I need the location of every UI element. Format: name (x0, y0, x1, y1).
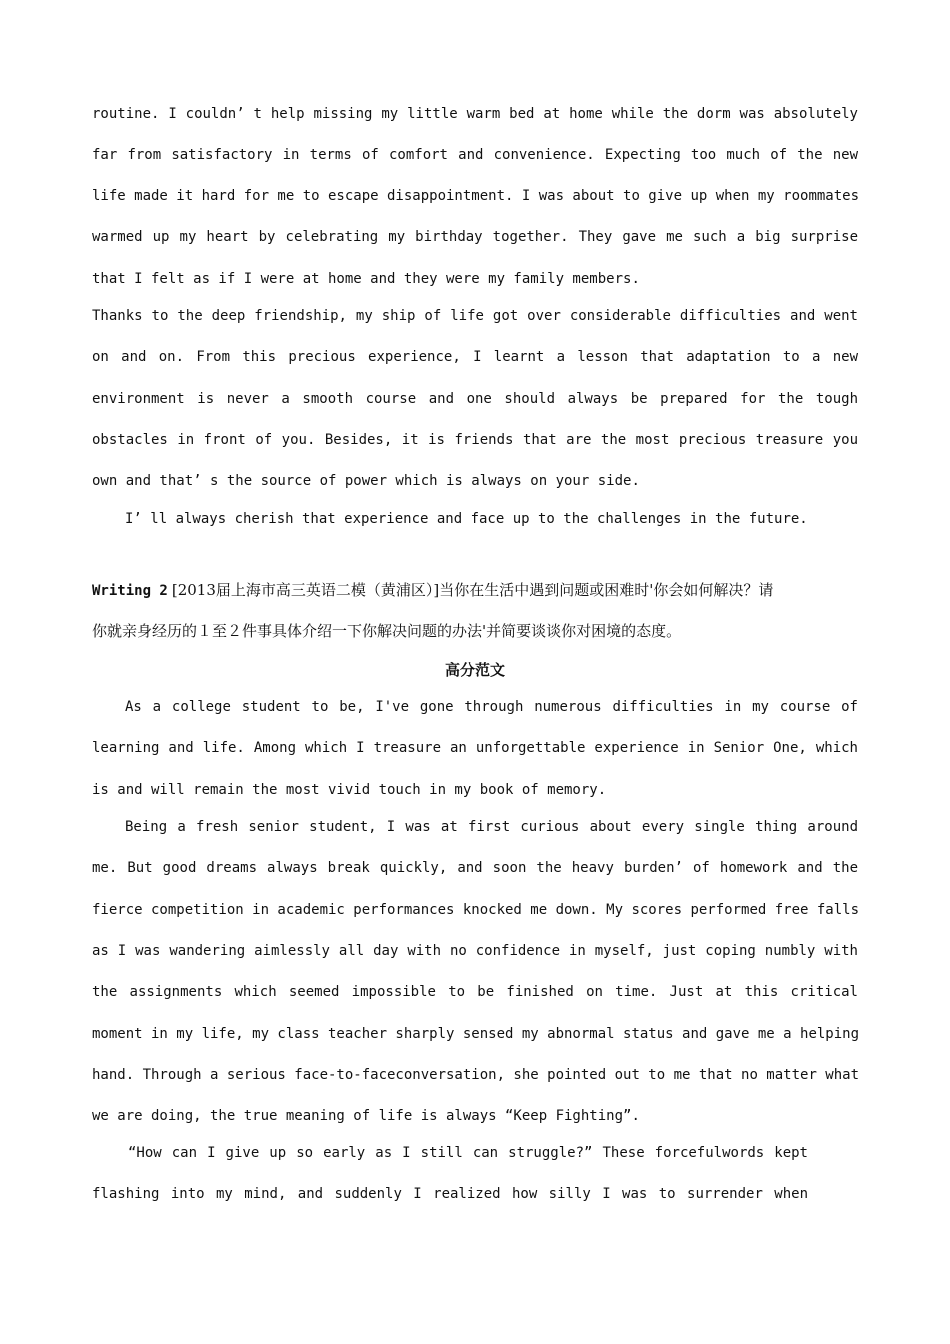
paragraph-line: own and that’ s the source of power which is always on your side. (92, 473, 640, 489)
writing2-prompt-line2: 你就亲身经历的１至２件事具体介绍一下你解决问题的办法'并简要谈谈你对困境的态度。 (92, 622, 682, 640)
paragraph-line: warmed up my heart by celebrating my birthday together. They gave me such a big surprise (92, 229, 858, 245)
paragraph-line: learning and life. Among which I treasure an unforgettable experience in Senior One, which (92, 740, 858, 756)
section-heading: 高分范文 (444, 661, 505, 679)
writing2-prompt (92, 581, 858, 599)
paragraph-line: flashing into my mind, and suddenly I realized how silly I was to surrender when (92, 1186, 808, 1202)
paragraph-line: obstacles in front of you. Besides, it is friends that are the most precious treasure you (92, 432, 858, 448)
paragraph-line: that I felt as if I were at home and they were my family members. (92, 271, 640, 287)
paragraph-line: hand. Through a serious face-to-faceconversation, she pointed out to me that no matter what (92, 1067, 860, 1083)
paragraph-line: the assignments which seemed impossible to be finished on time. Just at this critical (92, 984, 858, 1000)
paragraph-line: me. But good dreams always break quickly, and soon the heavy burden’ of homework and the (92, 860, 858, 876)
paragraph-line: Being a fresh senior student, I was at first curious about every single thing around (125, 819, 858, 835)
paragraph-line: “How can I give up so early as I still can struggle?” These forcefulwords kept (128, 1145, 808, 1161)
paragraph-line: far from satisfactory in terms of comfort and convenience. Expecting too much of the new (92, 147, 858, 163)
writing2-prompt-text: [2013届上海市高三英语二模（黄浦区）]当你在生活中遇到问题或困难时'你会如何解决？请 (171, 581, 774, 599)
paragraph-line: as I was wandering aimlessly all day with no confidence in myself, just coping numbly with (92, 943, 858, 959)
paragraph-line: Thanks to the deep friendship, my ship of life got over considerable difficulties and went (92, 308, 858, 324)
paragraph-line: on and on. From this precious experience, I learnt a lesson that adaptation to a new (92, 349, 858, 365)
paragraph-line: fierce competition in academic performances knocked me down. My scores performed free falls (92, 902, 860, 918)
paragraph-line: routine. I couldn’ t help missing my little warm bed at home while the dorm was absolutely (92, 106, 858, 122)
writing2-label: Writing 2 (92, 583, 168, 599)
paragraph-line: we are doing, the true meaning of life is always “Keep Fighting”. (92, 1108, 640, 1124)
paragraph-line: As a college student to be, I've gone through numerous difficulties in my course of (125, 699, 858, 715)
paragraph-line: environment is never a smooth course and one should always be prepared for the tough (92, 391, 858, 407)
paragraph-line: is and will remain the most vivid touch in my book of memory. (92, 782, 607, 798)
paragraph-line: moment in my life, my class teacher sharply sensed my abnormal status and gave me a helping (92, 1026, 860, 1042)
paragraph-line: life made it hard for me to escape disappointment. I was about to give up when my roommates (92, 188, 860, 204)
paragraph-line: I’ ll always cherish that experience and face up to the challenges in the future. (125, 511, 808, 527)
